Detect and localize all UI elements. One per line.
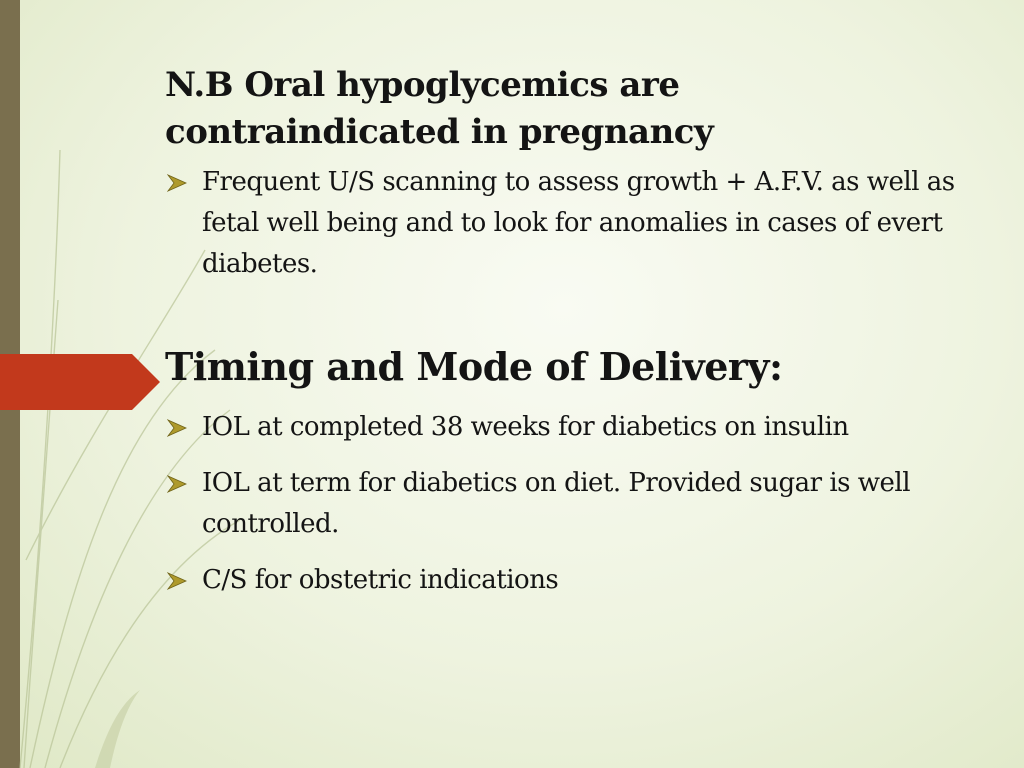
arrow-right-bullet-icon	[167, 572, 187, 590]
list-item	[165, 407, 985, 448]
bullet-text: IOL at term for diabetics on diet. Provided sugar is well controlled.	[202, 468, 911, 539]
bullet-text: Frequent U/S scanning to assess growth + A.F.V. as well as fetal well being and to look for anomalies in cases of evert diabetes.	[202, 167, 955, 279]
section1-heading: N.B Oral hypoglycemics are contraindicated in pregnancy	[165, 65, 714, 152]
bullet-text: IOL at completed 38 weeks for diabetics on insulin	[202, 412, 849, 442]
accent-arrow-tab	[0, 354, 160, 410]
bullet-text: C/S for obstetric indications	[202, 565, 559, 595]
arrow-right-bullet-icon	[167, 475, 187, 493]
slide-content	[165, 62, 985, 616]
section2-bullet-list	[165, 407, 985, 601]
list-item	[165, 560, 985, 601]
section2-heading: Timing and Mode of Delivery:	[165, 344, 783, 389]
arrow-right-bullet-icon	[167, 174, 187, 192]
section1-bullet-list	[165, 162, 985, 285]
list-item	[165, 162, 985, 285]
arrow-right-bullet-icon	[167, 419, 187, 437]
list-item	[165, 463, 985, 545]
